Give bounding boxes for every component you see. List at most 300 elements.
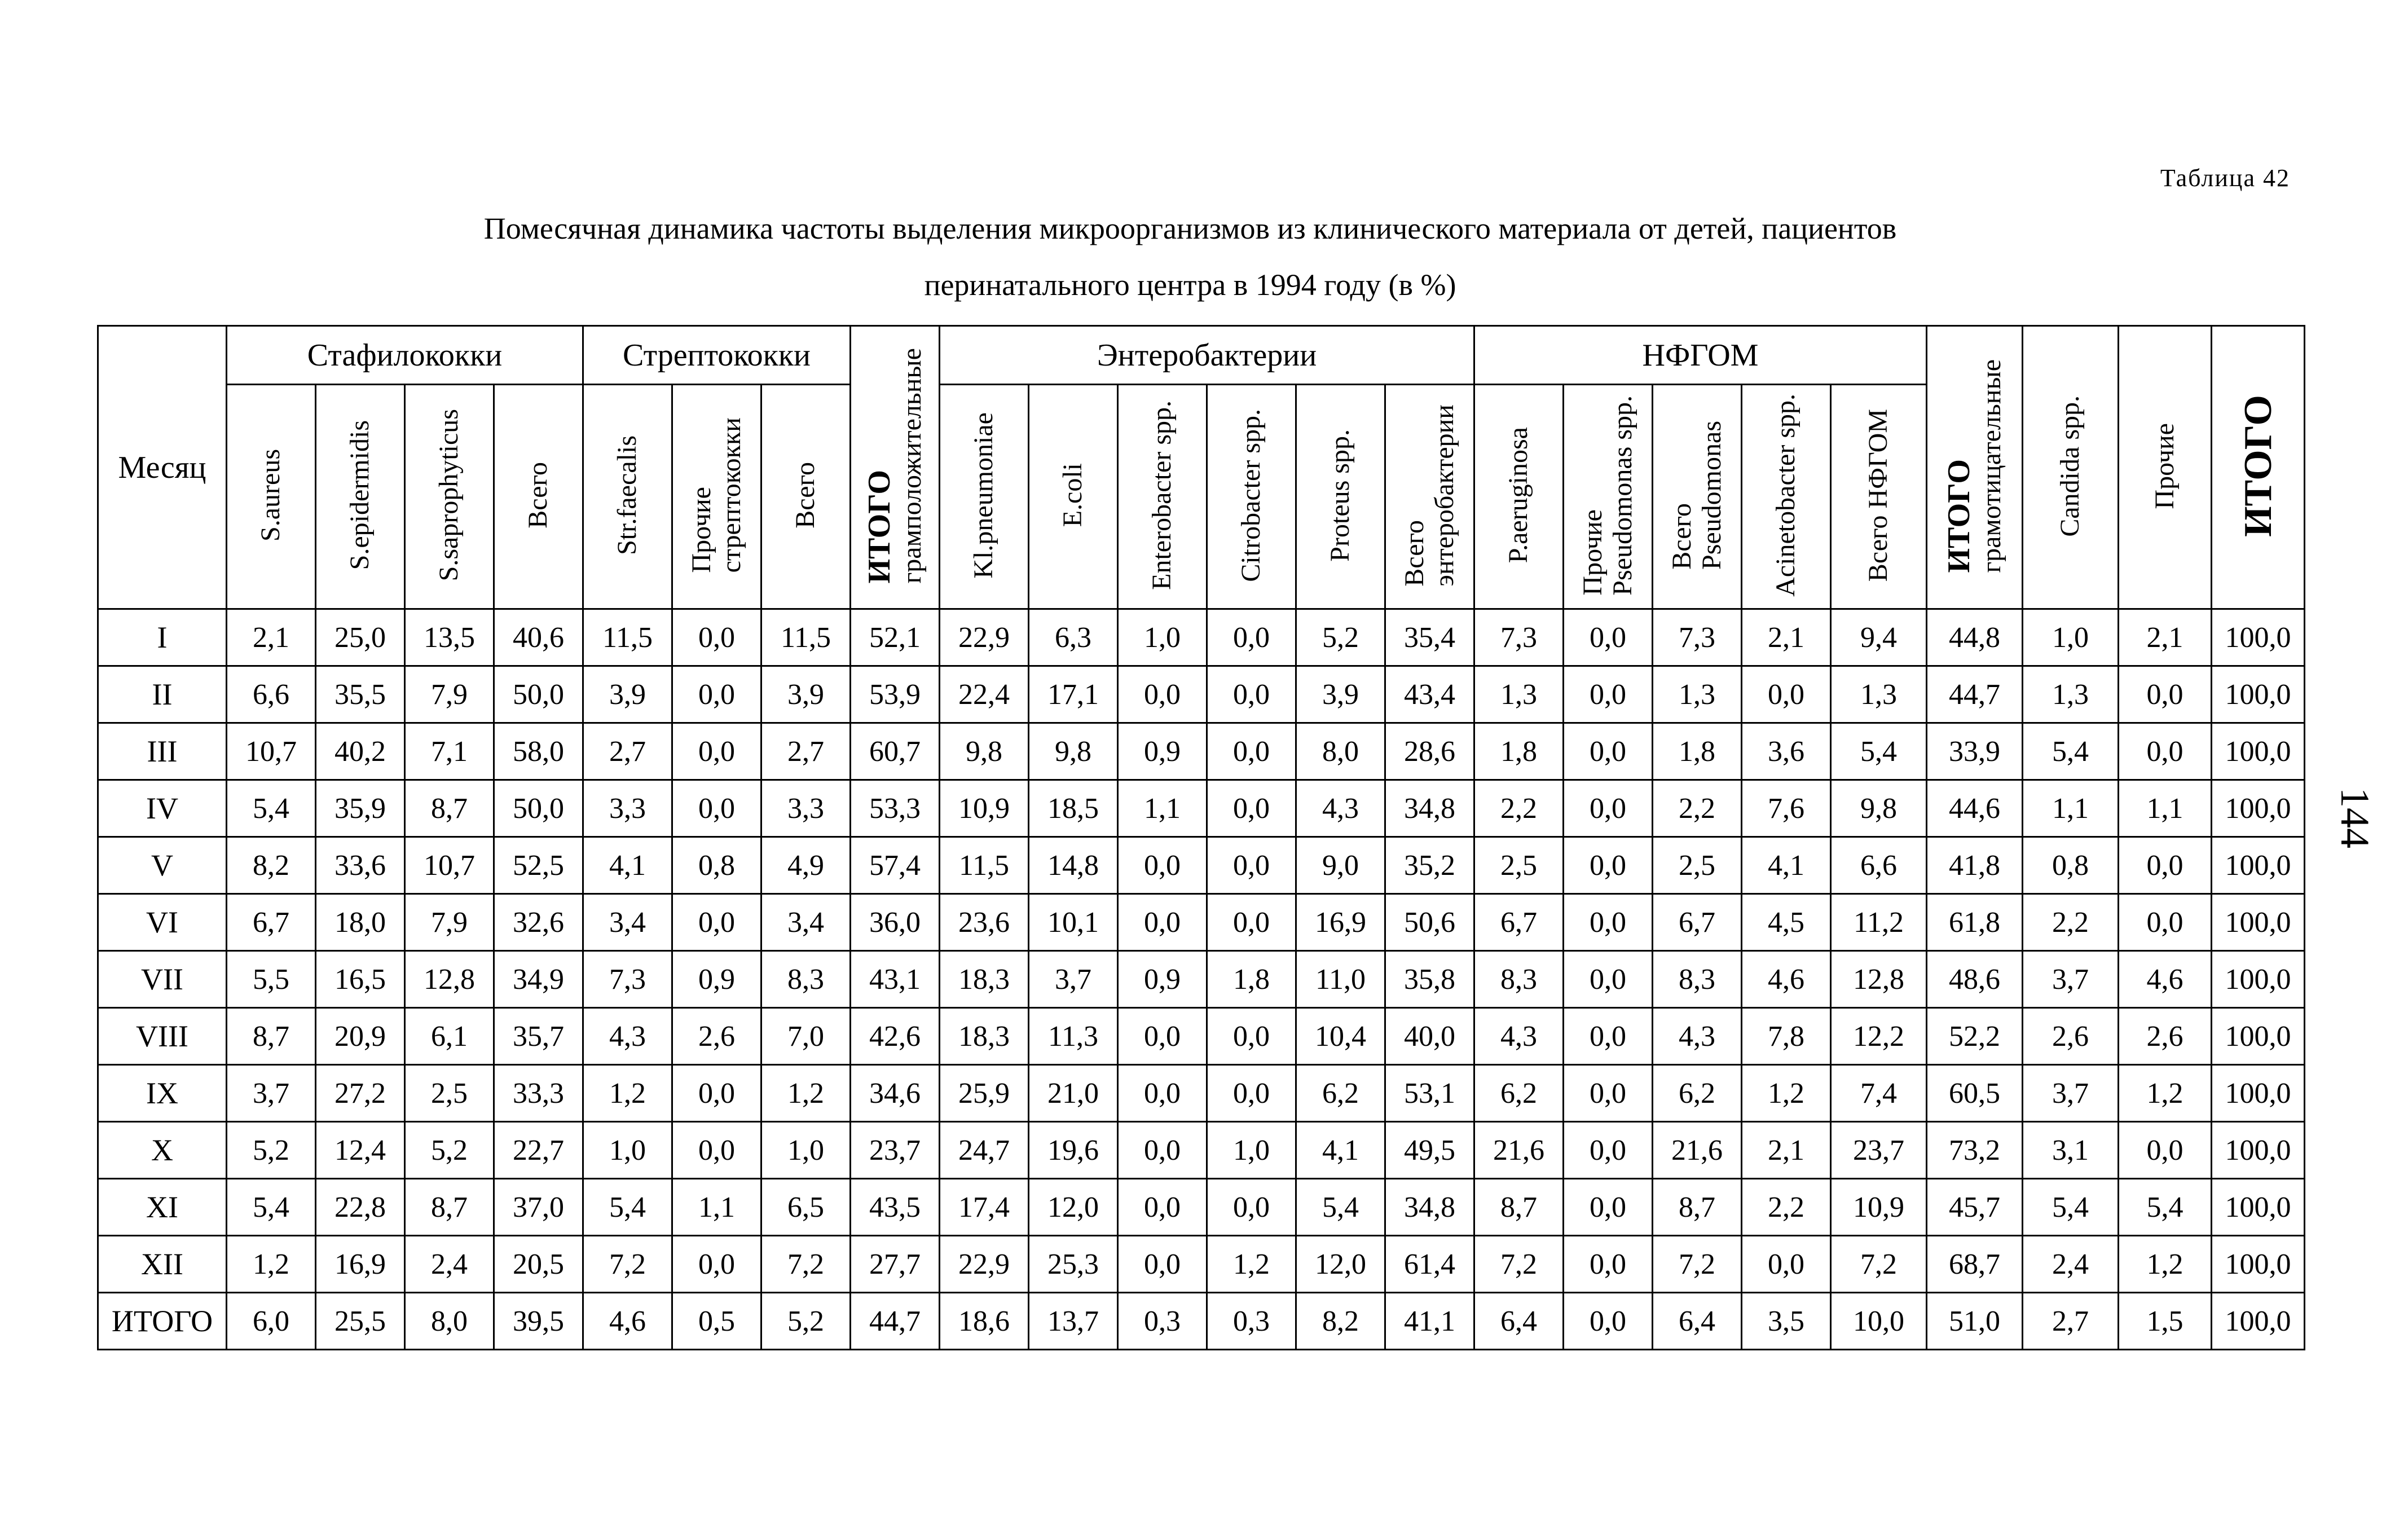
cell-gram-neg-total: 48,6 [1927,951,2023,1008]
cell-pseudomonas-total: 21,6 [1653,1122,1742,1179]
cell-strep-total: 3,9 [761,666,851,723]
col-s-saprophyticus [405,385,494,609]
cell-s-saprophyticus: 8,0 [405,1293,494,1350]
cell-gram-neg-total: 68,7 [1927,1236,2023,1293]
table-row [98,894,2305,951]
cell-other: 0,0 [2119,1122,2212,1179]
col-citrobacter-label: Citrobacter spp. [1236,408,1266,582]
cell-gram-neg-total: 61,8 [1927,894,2023,951]
gram-pos-total-title: ИТОГО [862,470,897,584]
cell-staph-total: 37,0 [494,1179,583,1236]
col-pseudomonas-total-label-1: Всего [1666,503,1697,570]
cell-acinetobacter: 4,1 [1742,837,1831,894]
col-entero-total-label-2: энтеробактерии [1429,404,1459,587]
cell-kl-pneumoniae: 24,7 [940,1122,1029,1179]
cell-entero-total: 40,0 [1385,1008,1474,1065]
cell-gram-pos-total: 23,7 [851,1122,940,1179]
cell-enterobacter: 0,0 [1118,837,1207,894]
cell-strep-total: 7,2 [761,1236,851,1293]
cell-s-saprophyticus: 13,5 [405,609,494,666]
cell-strep-total: 1,0 [761,1122,851,1179]
cell-entero-total: 49,5 [1385,1122,1474,1179]
cell-enterobacter: 0,9 [1118,951,1207,1008]
cell-str-faecalis: 3,9 [583,666,672,723]
candida-header [2023,326,2119,609]
cell-str-faecalis: 7,2 [583,1236,672,1293]
col-kl-pneumoniae-label: Kl.pneumoniae [969,412,999,579]
cell-strep-other: 0,0 [672,1236,761,1293]
cell-acinetobacter: 2,2 [1742,1179,1831,1236]
cell-strep-other: 1,1 [672,1179,761,1236]
cell-staph-total: 35,7 [494,1008,583,1065]
cell-s-saprophyticus: 12,8 [405,951,494,1008]
cell-candida: 2,7 [2023,1293,2119,1350]
cell-str-faecalis: 4,6 [583,1293,672,1350]
staph-group-header: Стафилококки [227,326,583,385]
cell-strep-other: 0,0 [672,666,761,723]
cell-s-aureus: 6,7 [227,894,316,951]
table-row [98,723,2305,780]
cell-p-aeruginosa: 8,7 [1474,1179,1564,1236]
col-enterobacter-label: Enterobacter spp. [1147,400,1177,590]
cell-other: 0,0 [2119,666,2212,723]
cell-s-epidermidis: 35,9 [316,780,405,837]
cell-nfgom-total: 10,9 [1831,1179,1927,1236]
col-entero-total [1385,385,1474,609]
col-e-coli-label: E.coli [1058,463,1088,527]
cell-candida: 2,4 [2023,1236,2119,1293]
cell-candida: 0,8 [2023,837,2119,894]
cell-entero-total: 35,2 [1385,837,1474,894]
cell-s-saprophyticus: 5,2 [405,1122,494,1179]
cell-acinetobacter: 2,1 [1742,1122,1831,1179]
col-proteus-label: Proteus spp. [1325,429,1355,562]
cell-s-saprophyticus: 10,7 [405,837,494,894]
month-cell: VIII [98,1008,227,1065]
cell-s-epidermidis: 16,5 [316,951,405,1008]
cell-strep-total: 1,2 [761,1065,851,1122]
cell-staph-total: 33,3 [494,1065,583,1122]
cell-s-epidermidis: 20,9 [316,1008,405,1065]
cell-strep-total: 11,5 [761,609,851,666]
cell-s-aureus: 2,1 [227,609,316,666]
table-row [98,1008,2305,1065]
table-row [98,1065,2305,1122]
cell-s-aureus: 5,5 [227,951,316,1008]
cell-staph-total: 39,5 [494,1293,583,1350]
cell-total: 100,0 [2212,951,2305,1008]
cell-s-saprophyticus: 7,9 [405,894,494,951]
cell-citrobacter: 1,0 [1207,1122,1296,1179]
cell-p-aeruginosa: 6,4 [1474,1293,1564,1350]
other-header [2119,326,2212,609]
month-cell: I [98,609,227,666]
cell-other: 1,2 [2119,1236,2212,1293]
col-s-aureus-label: S.aureus [256,449,286,542]
cell-e-coli: 19,6 [1029,1122,1118,1179]
cell-entero-total: 50,6 [1385,894,1474,951]
cell-staph-total: 32,6 [494,894,583,951]
cell-strep-other: 0,9 [672,951,761,1008]
cell-total: 100,0 [2212,1008,2305,1065]
cell-gram-neg-total: 41,8 [1927,837,2023,894]
cell-pseudomonas-total: 8,7 [1653,1179,1742,1236]
month-cell: ИТОГО [98,1293,227,1350]
cell-strep-total: 5,2 [761,1293,851,1350]
cell-s-aureus: 8,7 [227,1008,316,1065]
cell-enterobacter: 0,9 [1118,723,1207,780]
col-str-faecalis-label: Str.faecalis [612,435,642,555]
cell-s-epidermidis: 25,0 [316,609,405,666]
cell-other: 0,0 [2119,894,2212,951]
cell-pseudomonas-other: 0,0 [1564,837,1653,894]
cell-entero-total: 35,8 [1385,951,1474,1008]
cell-staph-total: 34,9 [494,951,583,1008]
col-strep-other-label-2: стрептококки [716,417,746,573]
cell-s-aureus: 5,4 [227,1179,316,1236]
col-pseudomonas-total-label-2: Pseudomonas [1696,421,1727,570]
col-s-aureus [227,385,316,609]
month-cell: XII [98,1236,227,1293]
gram-neg-total-header [1927,326,2023,609]
cell-kl-pneumoniae: 18,6 [940,1293,1029,1350]
cell-nfgom-total: 7,2 [1831,1236,1927,1293]
cell-p-aeruginosa: 2,2 [1474,780,1564,837]
cell-candida: 2,6 [2023,1008,2119,1065]
summary-row [98,1293,2305,1350]
month-cell: X [98,1122,227,1179]
cell-s-aureus: 6,6 [227,666,316,723]
cell-strep-other: 0,0 [672,1122,761,1179]
cell-s-epidermidis: 35,5 [316,666,405,723]
cell-nfgom-total: 11,2 [1831,894,1927,951]
cell-kl-pneumoniae: 23,6 [940,894,1029,951]
cell-pseudomonas-total: 4,3 [1653,1008,1742,1065]
cell-gram-neg-total: 33,9 [1927,723,2023,780]
cell-strep-other: 0,0 [672,723,761,780]
cell-nfgom-total: 12,2 [1831,1008,1927,1065]
col-acinetobacter [1742,385,1831,609]
col-strep-other [672,385,761,609]
cell-enterobacter: 0,0 [1118,666,1207,723]
cell-e-coli: 3,7 [1029,951,1118,1008]
cell-entero-total: 41,1 [1385,1293,1474,1350]
cell-total: 100,0 [2212,780,2305,837]
cell-s-aureus: 8,2 [227,837,316,894]
cell-nfgom-total: 10,0 [1831,1293,1927,1350]
cell-p-aeruginosa: 4,3 [1474,1008,1564,1065]
col-acinetobacter-label: Acinetobacter spp. [1771,394,1801,597]
col-pseudomonas-total [1653,385,1742,609]
cell-s-saprophyticus: 8,7 [405,780,494,837]
cell-nfgom-total: 1,3 [1831,666,1927,723]
entero-group-header: Энтеробактерии [940,326,1474,385]
month-cell: VI [98,894,227,951]
cell-enterobacter: 0,0 [1118,1008,1207,1065]
month-cell: IX [98,1065,227,1122]
title-line-2: перинатального центра в 1994 году (в %) [924,268,1456,302]
cell-pseudomonas-other: 0,0 [1564,1179,1653,1236]
cell-pseudomonas-other: 0,0 [1564,1008,1653,1065]
cell-proteus: 5,4 [1296,1179,1385,1236]
month-cell: II [98,666,227,723]
cell-s-aureus: 1,2 [227,1236,316,1293]
cell-candida: 5,4 [2023,723,2119,780]
cell-kl-pneumoniae: 11,5 [940,837,1029,894]
cell-entero-total: 43,4 [1385,666,1474,723]
cell-acinetobacter: 4,6 [1742,951,1831,1008]
month-cell: III [98,723,227,780]
candida-header-label: Candida spp. [2055,395,2085,537]
cell-gram-neg-total: 44,8 [1927,609,2023,666]
cell-nfgom-total: 5,4 [1831,723,1927,780]
col-strep-total [761,385,851,609]
strep-group-header: Стрептококки [583,326,851,385]
cell-str-faecalis: 5,4 [583,1179,672,1236]
cell-gram-neg-total: 51,0 [1927,1293,2023,1350]
cell-proteus: 8,2 [1296,1293,1385,1350]
cell-p-aeruginosa: 7,2 [1474,1236,1564,1293]
cell-s-saprophyticus: 6,1 [405,1008,494,1065]
cell-gram-pos-total: 43,1 [851,951,940,1008]
cell-staph-total: 58,0 [494,723,583,780]
header-group-row [98,326,2305,385]
cell-pseudomonas-other: 0,0 [1564,894,1653,951]
cell-acinetobacter: 0,0 [1742,1236,1831,1293]
cell-s-epidermidis: 22,8 [316,1179,405,1236]
cell-pseudomonas-total: 8,3 [1653,951,1742,1008]
cell-total: 100,0 [2212,1065,2305,1122]
cell-s-aureus: 6,0 [227,1293,316,1350]
cell-other: 4,6 [2119,951,2212,1008]
cell-pseudomonas-total: 2,5 [1653,837,1742,894]
cell-acinetobacter: 3,6 [1742,723,1831,780]
month-header: Месяц [98,326,227,609]
cell-proteus: 12,0 [1296,1236,1385,1293]
col-s-epidermidis [316,385,405,609]
nfgom-group-header: НФГОМ [1474,326,1927,385]
cell-citrobacter: 0,0 [1207,723,1296,780]
col-strep-total-label: Всего [790,462,821,529]
cell-gram-pos-total: 36,0 [851,894,940,951]
other-header-label: Прочие [2149,422,2180,509]
cell-entero-total: 61,4 [1385,1236,1474,1293]
cell-proteus: 9,0 [1296,837,1385,894]
cell-other: 1,1 [2119,780,2212,837]
cell-gram-pos-total: 52,1 [851,609,940,666]
cell-acinetobacter: 2,1 [1742,609,1831,666]
cell-other: 2,1 [2119,609,2212,666]
cell-e-coli: 21,0 [1029,1065,1118,1122]
cell-strep-other: 2,6 [672,1008,761,1065]
cell-enterobacter: 0,0 [1118,894,1207,951]
table-row [98,666,2305,723]
cell-kl-pneumoniae: 18,3 [940,1008,1029,1065]
col-staph-total-label: Всего [523,462,553,529]
month-cell: XI [98,1179,227,1236]
cell-s-saprophyticus: 8,7 [405,1179,494,1236]
cell-gram-pos-total: 44,7 [851,1293,940,1350]
table-row [98,837,2305,894]
cell-citrobacter: 1,2 [1207,1236,1296,1293]
cell-total: 100,0 [2212,1293,2305,1350]
cell-enterobacter: 1,0 [1118,609,1207,666]
col-nfgom-total [1831,385,1927,609]
cell-total: 100,0 [2212,1179,2305,1236]
cell-pseudomonas-other: 0,0 [1564,723,1653,780]
cell-s-epidermidis: 18,0 [316,894,405,951]
cell-strep-total: 3,4 [761,894,851,951]
cell-s-saprophyticus: 7,9 [405,666,494,723]
page-number: 144 [2332,787,2378,848]
cell-strep-other: 0,5 [672,1293,761,1350]
cell-e-coli: 12,0 [1029,1179,1118,1236]
title-line-1: Помесячная динамика частоты выделения микроорганизмов из клинического материала от детей, пациентов [483,212,1897,245]
cell-str-faecalis: 11,5 [583,609,672,666]
col-staph-total [494,385,583,609]
cell-acinetobacter: 7,6 [1742,780,1831,837]
cell-candida: 1,1 [2023,780,2119,837]
cell-candida: 2,2 [2023,894,2119,951]
cell-other: 5,4 [2119,1179,2212,1236]
cell-e-coli: 10,1 [1029,894,1118,951]
cell-citrobacter: 1,8 [1207,951,1296,1008]
col-str-faecalis [583,385,672,609]
col-pseudomonas-other-label-1: Прочие [1577,509,1608,596]
cell-s-epidermidis: 25,5 [316,1293,405,1350]
cell-proteus: 10,4 [1296,1008,1385,1065]
cell-candida: 5,4 [2023,1179,2119,1236]
data-table [97,325,2305,1350]
cell-candida: 3,1 [2023,1122,2119,1179]
cell-gram-neg-total: 45,7 [1927,1179,2023,1236]
cell-enterobacter: 1,1 [1118,780,1207,837]
cell-enterobacter: 0,0 [1118,1065,1207,1122]
cell-gram-neg-total: 44,6 [1927,780,2023,837]
cell-proteus: 5,2 [1296,609,1385,666]
cell-s-epidermidis: 12,4 [316,1122,405,1179]
cell-nfgom-total: 9,4 [1831,609,1927,666]
cell-enterobacter: 0,0 [1118,1122,1207,1179]
col-s-saprophyticus-label: S.saprophyticus [434,409,464,582]
cell-entero-total: 34,8 [1385,1179,1474,1236]
col-strep-other-label-1: Прочие [686,487,716,573]
cell-total: 100,0 [2212,894,2305,951]
cell-staph-total: 22,7 [494,1122,583,1179]
cell-total: 100,0 [2212,723,2305,780]
cell-e-coli: 25,3 [1029,1236,1118,1293]
table-row [98,609,2305,666]
cell-acinetobacter: 4,5 [1742,894,1831,951]
cell-gram-pos-total: 53,9 [851,666,940,723]
cell-total: 100,0 [2212,1236,2305,1293]
cell-total: 100,0 [2212,1122,2305,1179]
cell-s-epidermidis: 27,2 [316,1065,405,1122]
cell-pseudomonas-other: 0,0 [1564,1122,1653,1179]
cell-p-aeruginosa: 2,5 [1474,837,1564,894]
cell-pseudomonas-total: 6,7 [1653,894,1742,951]
cell-pseudomonas-total: 1,3 [1653,666,1742,723]
cell-gram-neg-total: 44,7 [1927,666,2023,723]
col-p-aeruginosa-label: P.aeruginosa [1503,427,1534,564]
cell-nfgom-total: 7,4 [1831,1065,1927,1122]
cell-proteus: 16,9 [1296,894,1385,951]
table-row [98,951,2305,1008]
cell-strep-total: 3,3 [761,780,851,837]
cell-citrobacter: 0,0 [1207,780,1296,837]
cell-candida: 3,7 [2023,951,2119,1008]
cell-entero-total: 28,6 [1385,723,1474,780]
cell-kl-pneumoniae: 22,9 [940,609,1029,666]
col-pseudomonas-other-label-2: Pseudomonas spp. [1607,395,1637,596]
cell-proteus: 4,3 [1296,780,1385,837]
col-s-epidermidis-label: S.epidermidis [345,420,375,570]
cell-s-epidermidis: 33,6 [316,837,405,894]
cell-proteus: 6,2 [1296,1065,1385,1122]
cell-e-coli: 17,1 [1029,666,1118,723]
cell-str-faecalis: 1,2 [583,1065,672,1122]
cell-pseudomonas-other: 0,0 [1564,609,1653,666]
cell-pseudomonas-other: 0,0 [1564,1065,1653,1122]
cell-proteus: 4,1 [1296,1122,1385,1179]
cell-nfgom-total: 9,8 [1831,780,1927,837]
col-proteus [1296,385,1385,609]
gram-pos-total-header [851,326,940,609]
cell-s-aureus: 5,4 [227,780,316,837]
cell-str-faecalis: 3,4 [583,894,672,951]
col-entero-total-label-1: Всего [1399,520,1429,587]
cell-citrobacter: 0,0 [1207,1065,1296,1122]
cell-enterobacter: 0,0 [1118,1179,1207,1236]
cell-strep-total: 4,9 [761,837,851,894]
cell-pseudomonas-total: 6,4 [1653,1293,1742,1350]
cell-pseudomonas-total: 1,8 [1653,723,1742,780]
cell-pseudomonas-other: 0,0 [1564,1293,1653,1350]
cell-gram-pos-total: 34,6 [851,1065,940,1122]
col-nfgom-total-label: Всего НФГОМ [1863,408,1894,582]
cell-other: 2,6 [2119,1008,2212,1065]
cell-s-saprophyticus: 2,4 [405,1236,494,1293]
cell-proteus: 3,9 [1296,666,1385,723]
cell-enterobacter: 0,0 [1118,1236,1207,1293]
cell-total: 100,0 [2212,837,2305,894]
col-pseudomonas-other [1564,385,1653,609]
cell-staph-total: 50,0 [494,780,583,837]
cell-s-aureus: 10,7 [227,723,316,780]
cell-pseudomonas-total: 7,2 [1653,1236,1742,1293]
cell-kl-pneumoniae: 17,4 [940,1179,1029,1236]
col-enterobacter [1118,385,1207,609]
cell-strep-total: 7,0 [761,1008,851,1065]
cell-gram-pos-total: 53,3 [851,780,940,837]
cell-pseudomonas-other: 0,0 [1564,666,1653,723]
cell-kl-pneumoniae: 22,9 [940,1236,1029,1293]
cell-candida: 1,0 [2023,609,2119,666]
cell-str-faecalis: 7,3 [583,951,672,1008]
cell-acinetobacter: 0,0 [1742,666,1831,723]
cell-other: 1,5 [2119,1293,2212,1350]
gram-neg-total-subtitle: грамотицательные [1976,359,2006,573]
cell-nfgom-total: 12,8 [1831,951,1927,1008]
cell-kl-pneumoniae: 10,9 [940,780,1029,837]
col-e-coli [1029,385,1118,609]
cell-candida: 3,7 [2023,1065,2119,1122]
cell-pseudomonas-total: 7,3 [1653,609,1742,666]
cell-gram-pos-total: 57,4 [851,837,940,894]
cell-strep-total: 2,7 [761,723,851,780]
cell-citrobacter: 0,0 [1207,837,1296,894]
cell-acinetobacter: 3,5 [1742,1293,1831,1350]
